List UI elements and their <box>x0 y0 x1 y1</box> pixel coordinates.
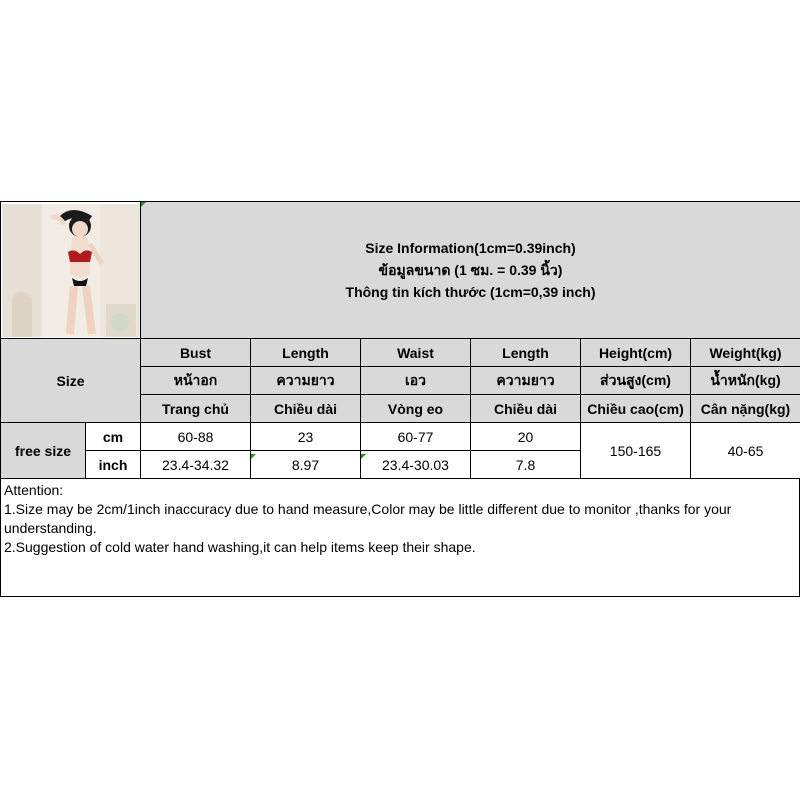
bust-inch-value: 23.4-34.32 <box>141 451 251 479</box>
header-length-th: ความยาว <box>251 367 361 395</box>
header-height-en: Height(cm) <box>581 339 691 367</box>
unit-inch-label: inch <box>86 451 141 479</box>
length-inch-value: 8.97 <box>251 451 361 479</box>
length-cm-value: 23 <box>251 423 361 451</box>
header-bust-vi: Trang chủ <box>141 395 251 423</box>
attention-heading: Attention: <box>4 482 64 498</box>
product-photo <box>2 204 140 337</box>
title-cell <box>141 202 800 339</box>
attention-line-2: 2.Suggestion of cold water hand washing,it can help items keep their shape. <box>4 539 476 555</box>
header-waist-th: เอว <box>361 367 471 395</box>
header-weight-vi: Cân nặng(kg) <box>691 395 800 423</box>
header-weight-th: น้ำหนัก(kg) <box>691 367 800 395</box>
product-photo-cell <box>1 202 141 339</box>
waist-inch-value: 23.4-30.03 <box>361 451 471 479</box>
attention-notes <box>0 479 800 597</box>
header-height-th: ส่วนสูง(cm) <box>581 367 691 395</box>
waist-cm-value: 60-77 <box>361 423 471 451</box>
weight-value: 40-65 <box>691 423 800 479</box>
length2-cm-value: 20 <box>471 423 581 451</box>
header-length2-en: Length <box>471 339 581 367</box>
cell-marker-icon <box>251 454 256 459</box>
size-label: Size <box>1 339 141 423</box>
cell-marker-icon <box>361 454 366 459</box>
header-waist-vi: Vòng eo <box>361 395 471 423</box>
free-size-label: free size <box>1 423 86 479</box>
header-bust-th: หน้าอก <box>141 367 251 395</box>
title-thai: ข้อมูลขนาด (1 ซม. = 0.39 นิ้ว) <box>378 262 563 278</box>
title-vietnamese: Thông tin kích thước (1cm=0,39 inch) <box>345 284 596 300</box>
size-table <box>0 201 800 479</box>
header-length2-th: ความยาว <box>471 367 581 395</box>
header-weight-en: Weight(kg) <box>691 339 800 367</box>
header-length2-vi: Chiều dài <box>471 395 581 423</box>
header-bust-en: Bust <box>141 339 251 367</box>
size-chart <box>0 201 800 596</box>
unit-cm-label: cm <box>86 423 141 451</box>
model-image <box>2 204 140 337</box>
height-value: 150-165 <box>581 423 691 479</box>
header-height-vi: Chiều cao(cm) <box>581 395 691 423</box>
title-english: Size Information(1cm=0.39inch) <box>365 240 576 256</box>
attention-line-1: 1.Size may be 2cm/1inch inaccuracy due to hand measure,Color may be little different due to monitor ,thanks for your understanding. <box>4 501 732 536</box>
header-waist-en: Waist <box>361 339 471 367</box>
header-length-vi: Chiều dài <box>251 395 361 423</box>
cell-marker-icon <box>141 202 146 207</box>
length2-inch-value: 7.8 <box>471 451 581 479</box>
bust-cm-value: 60-88 <box>141 423 251 451</box>
header-length-en: Length <box>251 339 361 367</box>
